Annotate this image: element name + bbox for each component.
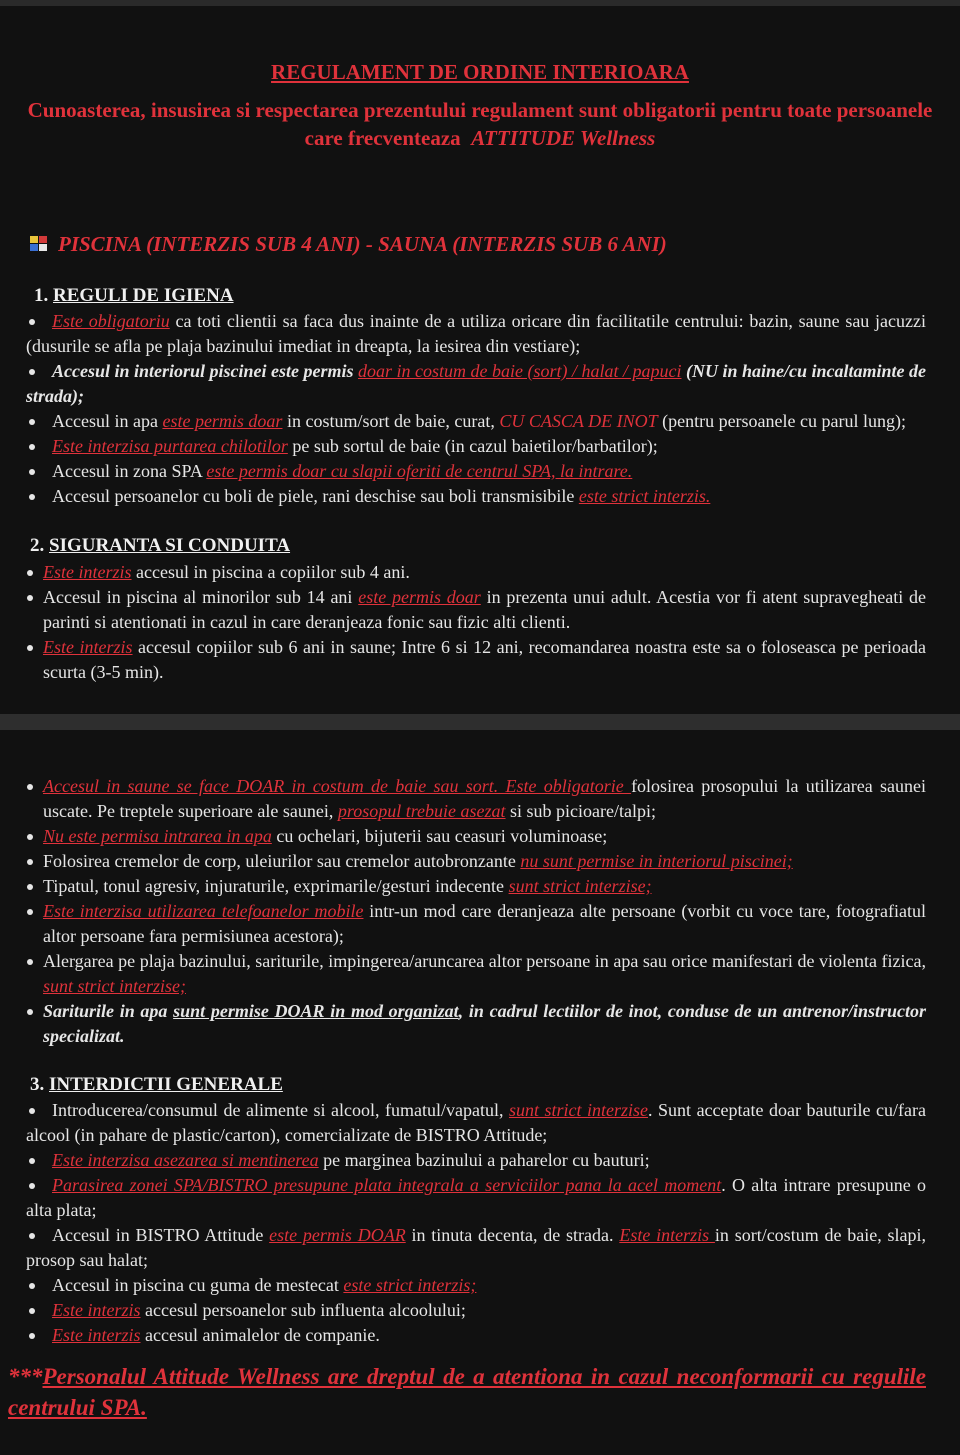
section-heading-general bbox=[30, 1074, 283, 1096]
hygiene-list bbox=[26, 309, 926, 509]
page-divider bbox=[0, 714, 960, 730]
list-item: Accesul in piscina cu guma de mestecat este strict interzis; bbox=[26, 1273, 926, 1298]
list-item: Este interzis accesul animalelor de companie. bbox=[26, 1323, 926, 1348]
general-list bbox=[26, 1098, 926, 1348]
list-item: Accesul in interiorul piscinei este permis doar in costum de baie (sort) / halat / papuci (NU in haine/cu incaltaminte de strada); bbox=[26, 359, 926, 409]
pool-heading-text: PISCINA (INTERZIS SUB 4 ANI) - SAUNA (INTERZIS SUB 6 ANI) bbox=[58, 232, 667, 256]
list-item: Este interzisa asezarea si mentinerea pe marginea bazinului a paharelor cu bauturi; bbox=[26, 1148, 926, 1173]
list-item: Tipatul, tonul agresiv, injuraturile, exprimarile/gesturi indecente sunt strict interzise; bbox=[43, 874, 926, 899]
safety-list bbox=[43, 560, 926, 685]
pool-flag-icon bbox=[30, 236, 48, 252]
list-item: Este obligatoriu ca toti clientii sa faca dus inainte de a utiliza oricare din facilitatile centrului: bazin, saune sau jacuzzi (dusurile se afla pe plaja bazinului imediat in dreapta, la iesirea din vestiare); bbox=[26, 309, 926, 359]
list-item: Sariturile in apa sunt permise DOAR in mod organizat, in cadrul lectiilor de inot, conduse de un antrenor/instructor specializat. bbox=[43, 999, 926, 1049]
list-item: Accesul in apa este permis doar in costum/sort de baie, curat, CU CASCA DE INOT (pentru persoanele cu parul lung); bbox=[26, 409, 926, 434]
list-item: Este interzisa utilizarea telefoanelor mobile intr-un mod care deranjeaza alte persoane (vorbit cu voce tare, fotografiatul altor persoane fara permisiunea acestora); bbox=[43, 899, 926, 949]
pool-heading bbox=[30, 232, 930, 257]
list-item: Accesul in zona SPA este permis doar cu slapii oferiti de centrul SPA, la intrare. bbox=[26, 459, 926, 484]
section-title: SIGURANTA SI CONDUITA bbox=[49, 535, 291, 556]
section-heading-hygiene bbox=[34, 285, 234, 307]
safety-list-continued bbox=[43, 774, 926, 1049]
section-number: 2. bbox=[30, 535, 45, 556]
list-item: Este interzisa purtarea chilotilor pe sub sortul de baie (in cazul baietilor/barbatilor); bbox=[26, 434, 926, 459]
list-item: Accesul persoanelor cu boli de piele, rani deschise sau boli transmisibile este strict interzis. bbox=[26, 484, 926, 509]
list-item: Este interzis accesul copiilor sub 6 ani in saune; Intre 6 si 12 ani, recomandarea noastra este sa o foloseasca pe perioada scurta (3-5 min). bbox=[43, 635, 926, 685]
section-heading-safety bbox=[30, 535, 290, 557]
intro-paragraph bbox=[20, 96, 940, 152]
section-number: 3. bbox=[30, 1074, 45, 1095]
section-title: REGULI DE IGIENA bbox=[53, 285, 234, 306]
list-item: Parasirea zonei SPA/BISTRO presupune plata integrala a serviciilor pana la acel moment. O alta intrare presupune o alta plata; bbox=[26, 1173, 926, 1223]
final-notice bbox=[8, 1361, 926, 1423]
document-title: REGULAMENT DE ORDINE INTERIOARA bbox=[271, 60, 689, 84]
list-item: Este interzis accesul persoanelor sub influenta alcoolului; bbox=[26, 1298, 926, 1323]
section-title: INTERDICTII GENERALE bbox=[49, 1074, 283, 1095]
list-item: Este interzis accesul in piscina a copiilor sub 4 ani. bbox=[43, 560, 926, 585]
intro-text: Cunoasterea, insusirea si respectarea prezentului regulament sunt obligatorii pentru toate persoanele care frecventeaza bbox=[27, 98, 933, 150]
section-number: 1. bbox=[34, 285, 49, 306]
final-notice-text: Personalul Attitude Wellness are dreptul de a atentiona in cazul neconformarii cu regulile centrului SPA. bbox=[8, 1364, 926, 1420]
list-item: Accesul in BISTRO Attitude este permis DOAR in tinuta decenta, de strada. Este interzis in sort/costum de baie, slapi, prosop sau halat; bbox=[26, 1223, 926, 1273]
list-item: Introducerea/consumul de alimente si alcool, fumatul/vapatul, sunt strict interzise. Sunt acceptate doar bauturile cu/fara alcool (in pahare de plastic/carton), comercializate de BISTRO Attitude; bbox=[26, 1098, 926, 1148]
list-item: Accesul in saune se face DOAR in costum de baie sau sort. Este obligatorie folosirea prosopului la utilizarea saunei uscate. Pe treptele superioare ale saunei, prosopul trebuie asezat si sub picioare/talpi; bbox=[43, 774, 926, 824]
list-item: Nu este permisa intrarea in apa cu ochelari, bijuterii sau ceasuri voluminoase; bbox=[43, 824, 926, 849]
list-item: Alergarea pe plaja bazinului, sariturile, impingerea/aruncarea altor persoane in apa sau orice manifestari de violenta fizica, sunt strict interzise; bbox=[43, 949, 926, 999]
list-item: Folosirea cremelor de corp, uleiurilor sau cremelor autobronzante nu sunt permise in interiorul piscinei; bbox=[43, 849, 926, 874]
intro-brand: ATTITUDE Wellness bbox=[471, 126, 656, 150]
final-stars: *** bbox=[8, 1364, 43, 1389]
list-item: Accesul in piscina al minorilor sub 14 ani este permis doar in prezenta unui adult. Acestia vor fi atent supravegheati de parinti si atentionati in cazul in care deranjeaza fonic sau fizic alti clienti. bbox=[43, 585, 926, 635]
